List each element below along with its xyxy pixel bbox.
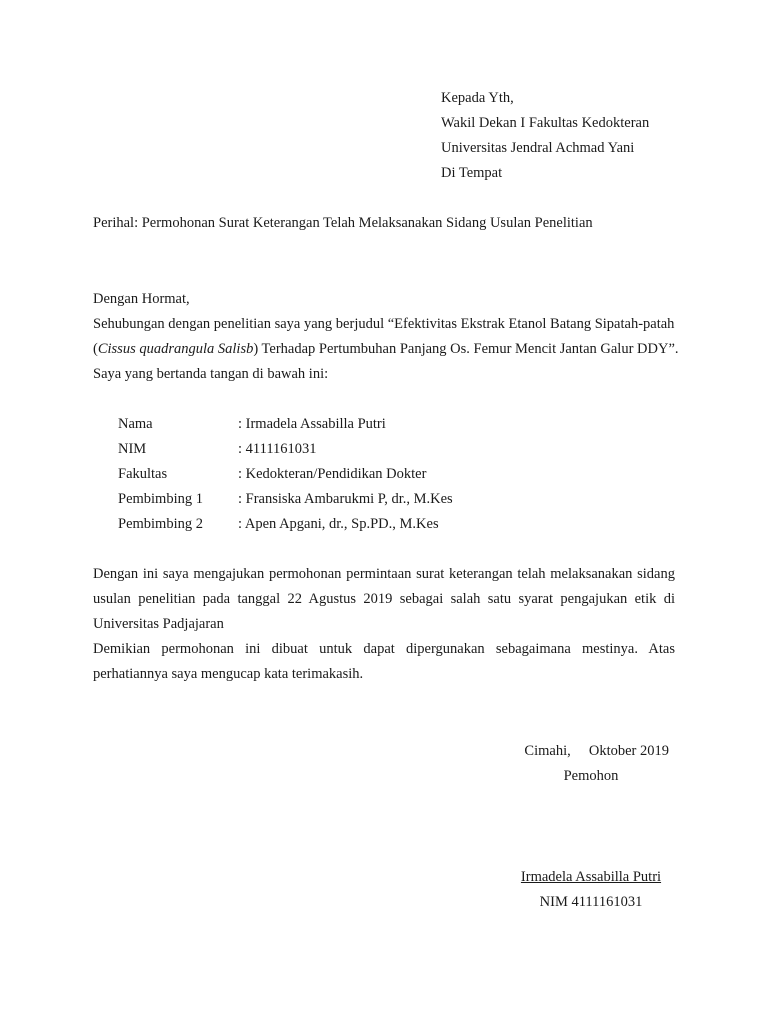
- closing-block: [500, 739, 682, 789]
- identity-label: NIM: [118, 441, 147, 457]
- identity-label: Fakultas: [118, 466, 168, 482]
- closing-paragraph: Demikian permohonan ini dibuat untuk dapat dipergunakan sebagaimana mestinya. Atas perhatiannya saya mengucap kata terimakasih.: [93, 641, 675, 682]
- identity-value: : Fransiska Ambarukmi P, dr., M.Kes: [238, 491, 453, 507]
- intro-italic-species: Cissus quadrangula Salisb: [97, 341, 254, 357]
- signature-block: [500, 865, 682, 915]
- identity-row: [118, 512, 453, 537]
- signatory-name: Irmadela Assabilla Putri: [520, 869, 662, 885]
- identity-value: : 4111161031: [238, 441, 317, 457]
- identity-row: [118, 462, 453, 487]
- identity-label: Pembimbing 2: [118, 516, 203, 532]
- identity-label: Pembimbing 1: [118, 491, 203, 507]
- identity-row: [118, 487, 453, 512]
- applicant-role: Pemohon: [563, 768, 619, 784]
- opening-block: [93, 287, 683, 387]
- intro-text: [93, 316, 679, 382]
- addressee-line-1: Kepada Yth,: [441, 90, 514, 106]
- identity-value: : Kedokteran/Pendidikan Dokter: [238, 466, 427, 482]
- intro-part-1: Sehubungan dengan penelitian saya yang berjudul “Efektivitas Ekstrak Etanol Batang Sipatah-patah (: [93, 316, 675, 357]
- salutation: Dengan Hormat,: [93, 291, 190, 307]
- identity-table: [118, 412, 453, 537]
- addressee-line-3: Universitas Jendral Achmad Yani: [441, 140, 635, 156]
- addressee-block: [441, 86, 649, 186]
- identity-value: : Apen Apgani, dr., Sp.PD., M.Kes: [238, 516, 439, 532]
- signatory-nim: NIM 4111161031: [539, 894, 643, 910]
- identity-value: : Irmadela Assabilla Putri: [238, 416, 386, 432]
- request-paragraph: Dengan ini saya mengajukan permohonan permintaan surat keterangan telah melaksanakan sidang usulan penelitian pada tanggal 22 Agustus 2019 sebagai salah satu syarat pengajukan etik di Universitas Padjajaran: [93, 566, 675, 632]
- addressee-line-4: Di Tempat: [441, 165, 503, 181]
- intro-part-2: ) Terhadap Pertumbuhan Panjang Os. Femur Mencit Jantan Galur DDY”. Saya yang bertanda tangan di bawah ini:: [93, 341, 679, 382]
- addressee-line-2: Wakil Dekan I Fakultas Kedokteran: [441, 115, 650, 131]
- subject-line: Perihal: Permohonan Surat Keterangan Telah Melaksanakan Sidang Usulan Penelitian: [93, 215, 593, 231]
- identity-row: [118, 412, 453, 437]
- identity-row: [118, 437, 453, 462]
- city-date: Cimahi, Oktober 2019: [524, 743, 669, 759]
- body-text: [93, 562, 675, 687]
- identity-label: Nama: [118, 416, 153, 432]
